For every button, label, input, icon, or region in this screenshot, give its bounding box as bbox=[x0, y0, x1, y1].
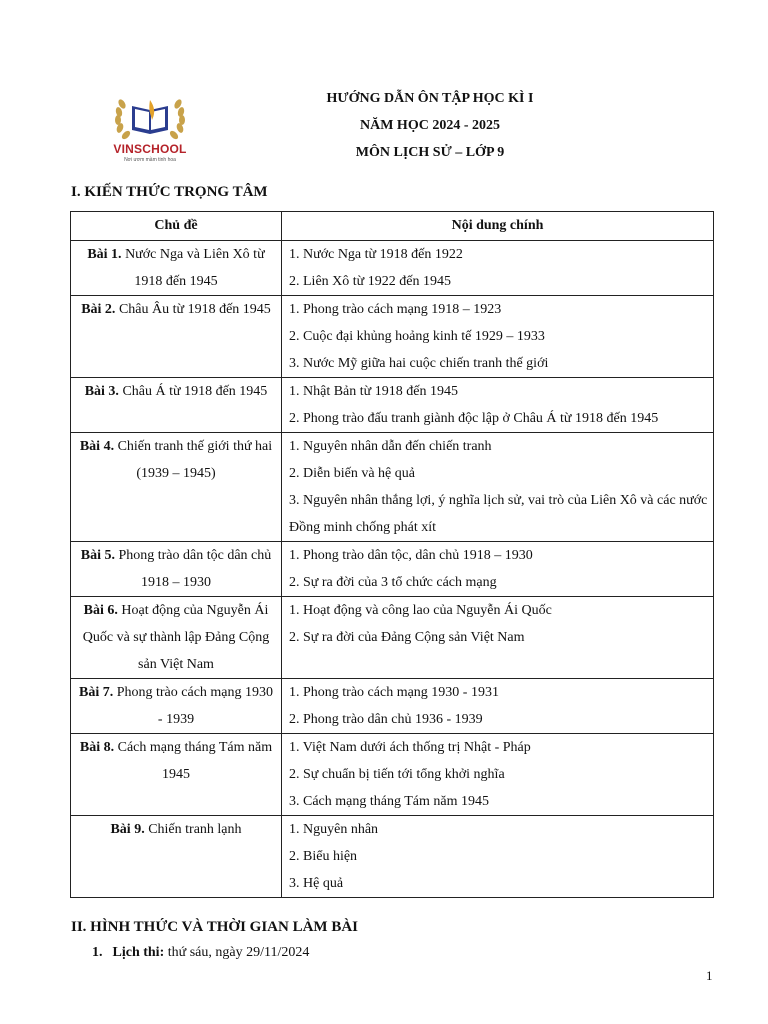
content-item: 2. Phong trào đấu tranh giành độc lập ở Châu Á từ 1918 đến 1945 bbox=[289, 411, 659, 426]
table-row bbox=[71, 241, 714, 296]
topic-cell bbox=[71, 597, 282, 679]
topic-cell bbox=[71, 679, 282, 734]
lesson-topic: Chiến tranh lạnh bbox=[144, 822, 242, 837]
content-item: 2. Cuộc đại khủng hoảng kinh tế 1929 – 1933 bbox=[289, 329, 545, 344]
topic-cell bbox=[71, 734, 282, 816]
content-cell bbox=[282, 734, 714, 816]
table-row bbox=[71, 734, 714, 816]
content-item: 3. Nguyên nhân thắng lợi, ý nghĩa lịch sử, vai trò của Liên Xô và các nước Đồng minh chống phát xít bbox=[289, 493, 708, 535]
exam-schedule bbox=[92, 945, 309, 961]
content-item: 1. Việt Nam dưới ách thống trị Nhật - Pháp bbox=[289, 740, 531, 755]
table-row bbox=[71, 542, 714, 597]
document-header bbox=[300, 90, 560, 171]
lesson-number: Bài 2. bbox=[81, 302, 116, 317]
content-item: 2. Diễn biến và hệ quả bbox=[289, 466, 415, 481]
content-item: 2. Sự ra đời của Đảng Cộng sản Việt Nam bbox=[289, 630, 525, 645]
content-item: 2. Sự chuẩn bị tiến tới tổng khởi nghĩa bbox=[289, 767, 505, 782]
table-row bbox=[71, 433, 714, 542]
lesson-topic: Châu Âu từ 1918 đến 1945 bbox=[115, 302, 271, 317]
lesson-topic: Hoạt động của Nguyễn Ái Quốc và sự thành lập Đảng Cộng sản Việt Nam bbox=[82, 603, 270, 672]
logo-name: VINSCHOOL bbox=[113, 142, 187, 156]
lesson-topic: Cách mạng tháng Tám năm 1945 bbox=[114, 740, 273, 782]
school-logo bbox=[108, 94, 198, 166]
content-item: 1. Nhật Bản từ 1918 đến 1945 bbox=[289, 384, 458, 399]
table-row bbox=[71, 378, 714, 433]
school-year: NĂM HỌC 2024 - 2025 bbox=[360, 118, 500, 133]
content-item: 1. Phong trào cách mạng 1930 - 1931 bbox=[289, 685, 499, 700]
lesson-number: Bài 1. bbox=[87, 247, 122, 262]
content-item: 1. Nước Nga từ 1918 đến 1922 bbox=[289, 247, 463, 262]
header-topic: Chủ đề bbox=[71, 212, 282, 241]
table-header-row bbox=[71, 212, 714, 241]
content-item: 1. Nguyên nhân dẫn đến chiến tranh bbox=[289, 439, 492, 454]
content-item: 1. Hoạt động và công lao của Nguyễn Ái Quốc bbox=[289, 603, 552, 618]
header-content: Nội dung chính bbox=[282, 212, 714, 241]
content-item: 3. Cách mạng tháng Tám năm 1945 bbox=[289, 794, 489, 809]
exam-label: Lịch thi: bbox=[112, 945, 165, 960]
topic-cell bbox=[71, 378, 282, 433]
topic-cell bbox=[71, 241, 282, 296]
content-cell bbox=[282, 241, 714, 296]
list-number: 1. bbox=[92, 945, 103, 960]
lesson-number: Bài 7. bbox=[78, 685, 114, 700]
table-row bbox=[71, 679, 714, 734]
document-title: HƯỚNG DẪN ÔN TẬP HỌC KÌ I bbox=[326, 91, 534, 106]
table-row bbox=[71, 816, 714, 898]
content-item: 3. Nước Mỹ giữa hai cuộc chiến tranh thế giới bbox=[289, 356, 549, 371]
content-item: 2. Liên Xô từ 1922 đến 1945 bbox=[289, 274, 451, 289]
lesson-topic: Chiến tranh thế giới thứ hai (1939 – 1945) bbox=[114, 439, 273, 481]
section-1-title: I. KIẾN THỨC TRỌNG TÂM bbox=[71, 184, 268, 200]
lesson-number: Bài 3. bbox=[84, 384, 119, 399]
logo-tagline: Nơi ươm mầm tinh hoa bbox=[124, 157, 176, 163]
content-item: 2. Biểu hiện bbox=[289, 849, 358, 864]
content-cell bbox=[282, 816, 714, 898]
table-row bbox=[71, 296, 714, 378]
topic-cell bbox=[71, 433, 282, 542]
lesson-number: Bài 8. bbox=[79, 740, 115, 755]
content-item: 1. Phong trào cách mạng 1918 – 1923 bbox=[289, 302, 502, 317]
topics-table bbox=[70, 211, 714, 898]
topic-cell bbox=[71, 296, 282, 378]
lesson-number: Bài 6. bbox=[83, 603, 118, 618]
lesson-topic: Nước Nga và Liên Xô từ 1918 đến 1945 bbox=[121, 247, 265, 289]
content-item: 1. Phong trào dân tộc, dân chủ 1918 – 1930 bbox=[289, 548, 533, 563]
content-item: 1. Nguyên nhân bbox=[289, 822, 379, 837]
content-cell bbox=[282, 296, 714, 378]
content-cell bbox=[282, 597, 714, 679]
section-2-title: II. HÌNH THỨC VÀ THỜI GIAN LÀM BÀI bbox=[71, 919, 358, 935]
content-item: 2. Sự ra đời của 3 tổ chức cách mạng bbox=[289, 575, 497, 590]
lesson-number: Bài 4. bbox=[79, 439, 115, 454]
content-item: 2. Phong trào dân chủ 1936 - 1939 bbox=[289, 712, 483, 727]
lesson-topic: Phong trào cách mạng 1930 - 1939 bbox=[113, 685, 274, 727]
topic-cell bbox=[71, 542, 282, 597]
content-cell bbox=[282, 433, 714, 542]
lesson-topic: Châu Á từ 1918 đến 1945 bbox=[118, 384, 268, 399]
lesson-topic: Phong trào dân tộc dân chủ 1918 – 1930 bbox=[114, 548, 272, 590]
table-row bbox=[71, 597, 714, 679]
lesson-number: Bài 5. bbox=[80, 548, 115, 563]
exam-date: thứ sáu, ngày 29/11/2024 bbox=[164, 945, 310, 960]
subject-grade: MÔN LỊCH SỬ – LỚP 9 bbox=[355, 145, 505, 160]
content-cell bbox=[282, 679, 714, 734]
content-item: 3. Hệ quả bbox=[289, 876, 344, 891]
content-cell bbox=[282, 542, 714, 597]
topic-cell bbox=[71, 816, 282, 898]
page-number: 1 bbox=[706, 968, 713, 983]
content-cell bbox=[282, 378, 714, 433]
book-laurel-icon bbox=[108, 94, 192, 142]
lesson-number: Bài 9. bbox=[110, 822, 145, 837]
